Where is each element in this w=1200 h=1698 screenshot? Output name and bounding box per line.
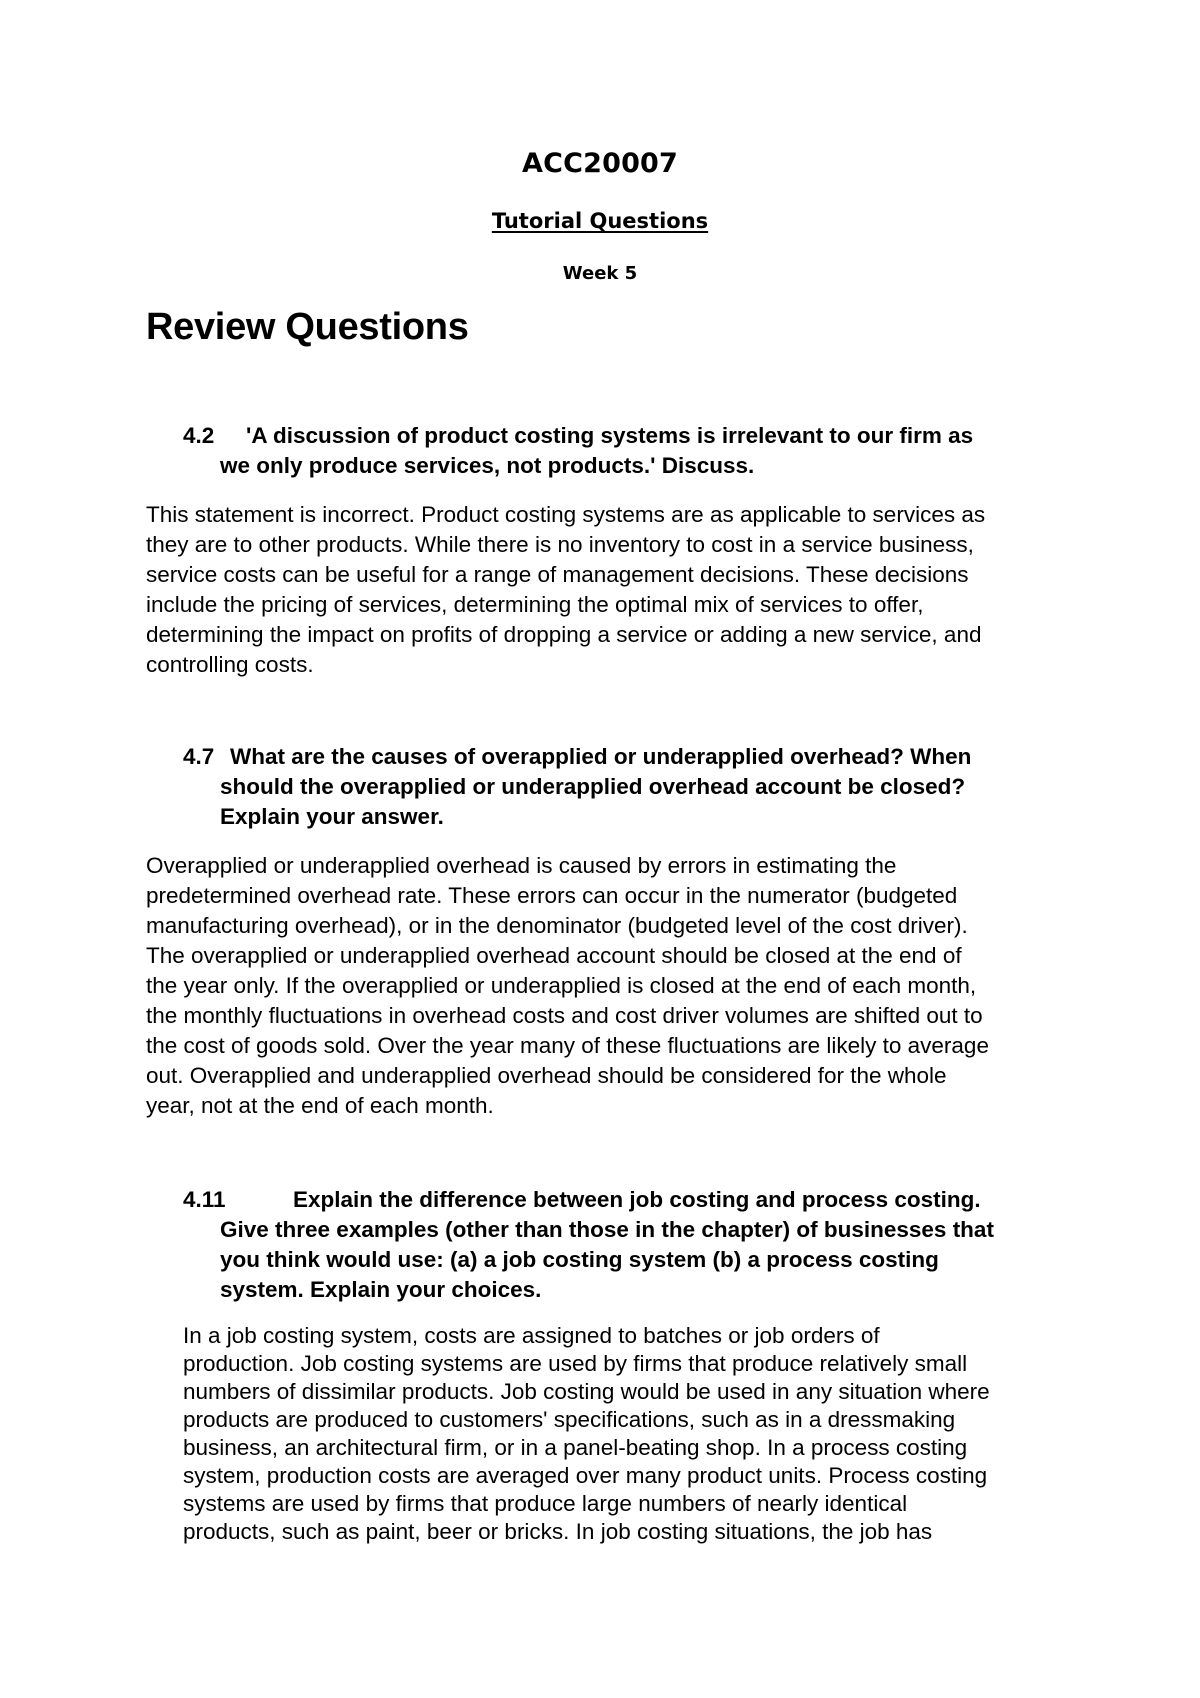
answer-line: determining the impact on profits of dropping a service or adding a new service, and bbox=[146, 622, 982, 647]
answer-line: products, such as paint, beer or bricks. In job costing situations, the job has bbox=[183, 1519, 933, 1544]
question-line: you think would use: (a) a job costing system (b) a process costing bbox=[220, 1247, 939, 1272]
answer-line: numbers of dissimilar products. Job costing would be used in any situation where bbox=[183, 1379, 990, 1404]
question-number: 4.2 bbox=[183, 423, 215, 448]
question-text: 'A discussion of product costing systems is irrelevant to our firm as bbox=[246, 423, 974, 448]
answer-line: the year only. If the overapplied or underapplied is closed at the end of each month, bbox=[146, 973, 977, 998]
answer-line: include the pricing of services, determining the optimal mix of services to offer, bbox=[146, 592, 924, 617]
question-line bbox=[146, 1185, 994, 1215]
question-line bbox=[146, 421, 973, 451]
answer-line: production. Job costing systems are used by firms that produce relatively small bbox=[183, 1351, 968, 1376]
answer-4-2 bbox=[146, 500, 985, 680]
answer-line: system, production costs are averaged over many product units. Process costing bbox=[183, 1463, 988, 1488]
answer-line: business, an architectural firm, or in a panel-beating shop. In a process costing bbox=[183, 1435, 968, 1460]
question-4-11 bbox=[146, 1185, 994, 1305]
question-line: we only produce services, not products.' Discuss. bbox=[220, 453, 755, 478]
answer-line: manufacturing overhead), or in the denominator (budgeted level of the cost driver). bbox=[146, 913, 968, 938]
answer-line: controlling costs. bbox=[146, 652, 314, 677]
question-4-2 bbox=[146, 421, 973, 481]
answer-line: products are produced to customers' specifications, such as in a dressmaking bbox=[183, 1407, 956, 1432]
answer-line: the cost of goods sold. Over the year many of these fluctuations are likely to average bbox=[146, 1033, 989, 1058]
answer-4-7 bbox=[146, 851, 989, 1121]
answer-line: This statement is incorrect. Product costing systems are as applicable to services as bbox=[146, 502, 986, 527]
answer-line: they are to other products. While there is no inventory to cost in a service business, bbox=[146, 532, 974, 557]
answer-line: The overapplied or underapplied overhead account should be closed at the end of bbox=[146, 943, 962, 968]
question-line bbox=[146, 742, 971, 772]
question-text: Explain the difference between job costing and process costing. bbox=[293, 1187, 981, 1212]
week-label: Week 5 bbox=[562, 263, 638, 284]
section-heading: Review Questions bbox=[146, 306, 469, 348]
answer-line: year, not at the end of each month. bbox=[146, 1093, 494, 1118]
question-number: 4.11 bbox=[183, 1187, 226, 1212]
document-subtitle: Tutorial Questions bbox=[491, 209, 709, 233]
answer-line: predetermined overhead rate. These errors can occur in the numerator (budgeted bbox=[146, 883, 958, 908]
answer-4-11 bbox=[183, 1322, 990, 1546]
answer-line: systems are used by firms that produce large numbers of nearly identical bbox=[183, 1491, 908, 1516]
course-code: ACC20007 bbox=[521, 148, 679, 179]
answer-line: In a job costing system, costs are assigned to batches or job orders of bbox=[183, 1323, 880, 1348]
question-line: system. Explain your choices. bbox=[220, 1277, 542, 1302]
question-line: Explain your answer. bbox=[220, 804, 444, 829]
answer-line: service costs can be useful for a range of management decisions. These decisions bbox=[146, 562, 969, 587]
question-number: 4.7 bbox=[183, 744, 215, 769]
answer-line: Overapplied or underapplied overhead is caused by errors in estimating the bbox=[146, 853, 897, 878]
answer-line: out. Overapplied and underapplied overhead should be considered for the whole bbox=[146, 1063, 947, 1088]
answer-line: the monthly fluctuations in overhead costs and cost driver volumes are shifted out to bbox=[146, 1003, 983, 1028]
question-4-7 bbox=[146, 742, 971, 832]
question-line: should the overapplied or underapplied overhead account be closed? bbox=[220, 774, 966, 799]
question-line: Give three examples (other than those in the chapter) of businesses that bbox=[220, 1217, 994, 1242]
question-text: What are the causes of overapplied or underapplied overhead? When bbox=[230, 744, 972, 769]
